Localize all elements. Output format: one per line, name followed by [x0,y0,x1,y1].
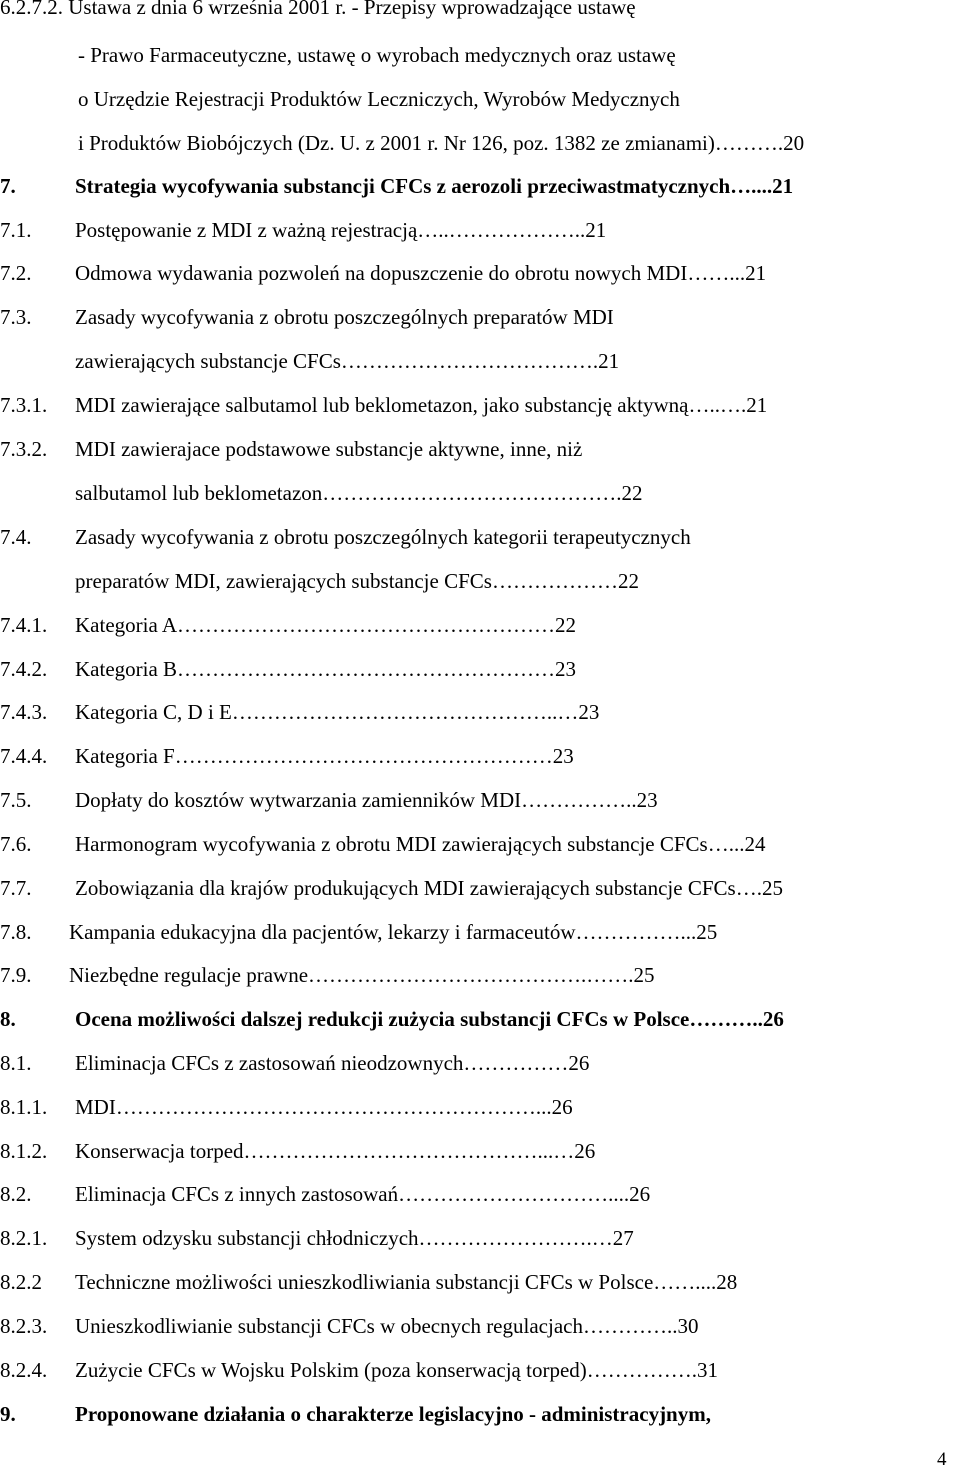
toc-entry-number: 8.1.2. [0,1139,48,1163]
toc-entry-text: Zobowiązania dla krajów produkujących MDI zawierających substancje CFCs….25 [75,876,783,900]
toc-entry-text: Zasady wycofywania z obrotu poszczególnych preparatów MDI [75,305,614,329]
toc-intro-line: o Urzędzie Rejestracji Produktów Leczniczych, Wyrobów Medycznych [78,87,680,111]
toc-entry-text: MDI……………………………………………………...26 [75,1095,573,1119]
toc-entry-text: Eliminacja CFCs z innych zastosowań…………………………....26 [75,1182,651,1206]
toc-entry-number: 8.2.3. [0,1314,48,1338]
toc-entry-number: 9. [0,1402,16,1426]
toc-entry-text: Techniczne możliwości unieszkodliwiania substancji CFCs w Polsce……....28 [75,1270,738,1294]
toc-entry-text: Kampania edukacyjna dla pacjentów, lekarzy i farmaceutów……………...25 [69,920,718,944]
toc-entry-text: Eliminacja CFCs z zastosowań nieodzownych……………26 [75,1051,590,1075]
toc-intro-line: i Produktów Biobójczych (Dz. U. z 2001 r. Nr 126, poz. 1382 ze zmianami)……….20 [78,131,805,155]
toc-entry-text: Konserwacja torped……………………………………...…26 [75,1139,596,1163]
toc-entry-number: 7.7. [0,876,32,900]
toc-entry-text: preparatów MDI, zawierających substancje CFCs………………22 [75,569,639,593]
toc-entry-text: Zasady wycofywania z obrotu poszczególnych kategorii terapeutycznych [75,525,691,549]
toc-entry-text: Unieszkodliwianie substancji CFCs w obecnych regulacjach…………..30 [75,1314,699,1338]
toc-entry-text: Harmonogram wycofywania z obrotu MDI zawierających substancje CFCs…...24 [75,832,766,856]
toc-entry-number: 8.2.4. [0,1358,48,1382]
toc-entry-number: 7.4.4. [0,744,48,768]
toc-entry-number: 8.2. [0,1182,32,1206]
toc-entry-number: 7.4.3. [0,700,48,724]
toc-entry-text: Ocena możliwości dalszej redukcji zużycia substancji CFCs w Polsce………..26 [75,1007,784,1031]
toc-entry-text: Strategia wycofywania substancji CFCs z aerozoli przeciwastmatycznych…....21 [75,174,794,198]
toc-entry-number: 8.2.2 [0,1270,42,1294]
toc-entry-number: 7.2. [0,261,32,285]
toc-entry-number: 7.3.2. [0,437,48,461]
toc-entry-number: 7.8. [0,920,32,944]
toc-entry-text: Kategoria F………………………………………………23 [75,744,574,768]
toc-entry-text: Odmowa wydawania pozwoleń na dopuszczenie do obrotu nowych MDI……...21 [75,261,767,285]
toc-entry-text: Zużycie CFCs w Wojsku Polskim (poza konserwacją torped)…………….31 [75,1358,719,1382]
toc-entry-number: 8.2.1. [0,1226,48,1250]
toc-entry-text: Proponowane działania o charakterze legislacyjno - administracyjnym, [75,1402,711,1426]
toc-entry-number: 8.1. [0,1051,32,1075]
toc-entry-text: zawierających substancje CFCs……………………………….21 [75,349,620,373]
toc-entry-number: 7.4.1. [0,613,48,637]
toc-entry-text: Kategoria B………………………………………………23 [75,657,577,681]
toc-entry-number: 7.4. [0,525,32,549]
toc-intro-line: - Prawo Farmaceutyczne, ustawę o wyrobach medycznych oraz ustawę [78,43,676,67]
toc-intro-line: 6.2.7.2. Ustawa z dnia 6 września 2001 r. - Przepisy wprowadzające ustawę [0,0,636,19]
toc-entry-number: 7.9. [0,963,32,987]
toc-entry-number: 8. [0,1007,16,1031]
toc-entry-text: System odzysku substancji chłodniczych…………………….…27 [75,1226,634,1250]
toc-entry-number: 7.4.2. [0,657,48,681]
toc-entry-number: 7.6. [0,832,32,856]
toc-entry-text: Dopłaty do kosztów wytwarzania zamienników MDI……………..23 [75,788,658,812]
page-number: 4 [937,1449,947,1470]
toc-entry-text: MDI zawierajace podstawowe substancje aktywne, inne, niż [75,437,583,461]
toc-entry-text: Postępowanie z MDI z ważną rejestracją…..………………..21 [75,218,607,242]
toc-entry-text: Kategoria A………………………………………………22 [75,613,577,637]
toc-entry-text: Niezbędne regulacje prawne………………………………….…….25 [69,963,655,987]
toc-entry-number: 7.3. [0,305,32,329]
toc-entry-number: 7. [0,174,16,198]
toc-entry-number: 7.3.1. [0,393,48,417]
toc-entry-text: MDI zawierające salbutamol lub beklometazon, jako substancję aktywną…..….21 [75,393,768,417]
toc-entry-number: 7.1. [0,218,32,242]
toc-entry-number: 8.1.1. [0,1095,48,1119]
toc-entry-number: 7.5. [0,788,32,812]
toc-entry-text: Kategoria C, D i E………………………………………..…23 [75,700,600,724]
toc-entry-text: salbutamol lub beklometazon…………………………………….22 [75,481,643,505]
